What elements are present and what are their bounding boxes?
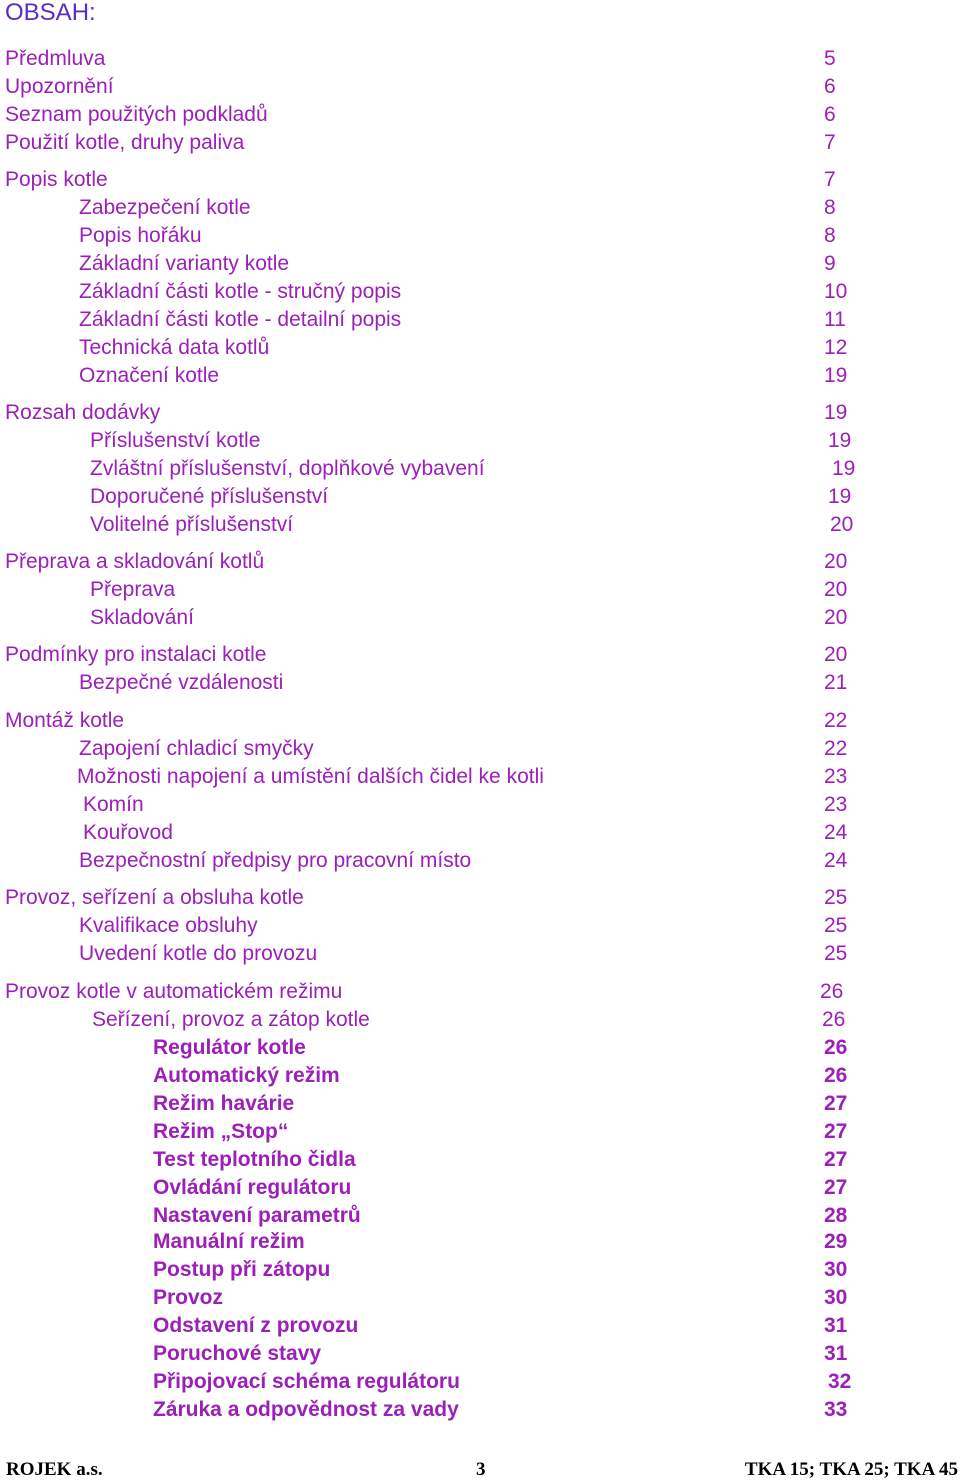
toc-entry-label: Provoz kotle v automatickém režimu	[5, 980, 343, 1003]
toc-entry	[0, 167, 960, 193]
toc-entry	[0, 223, 960, 249]
toc-entry-page: 26	[824, 1036, 848, 1059]
toc-entry-label: Přeprava a skladování kotlů	[5, 550, 265, 573]
toc-entry-page: 20	[824, 643, 848, 666]
toc-entry-page: 10	[824, 280, 848, 303]
toc-entry-page: 11	[824, 308, 846, 331]
toc-entry-page: 19	[828, 485, 852, 508]
toc-entry-page: 9	[824, 252, 836, 275]
toc-entry	[0, 1203, 960, 1229]
toc-entry-page: 27	[824, 1120, 848, 1143]
toc-entry-label: Provoz, seřízení a obsluha kotle	[5, 886, 304, 909]
toc-entry-page: 33	[824, 1398, 848, 1421]
toc-entry-page: 25	[824, 914, 848, 937]
toc-entry	[0, 549, 960, 575]
toc-entry-page: 12	[824, 336, 848, 359]
toc-entry	[0, 941, 960, 967]
toc-entry-label: Rozsah dodávky	[5, 401, 161, 424]
toc-entry-label: Příslušenství kotle	[90, 429, 261, 452]
toc-entry-page: 8	[824, 224, 836, 247]
toc-entry	[0, 1063, 960, 1089]
toc-entry	[0, 979, 960, 1005]
toc-entry-label: Režim havárie	[153, 1092, 295, 1115]
toc-entry-page: 23	[824, 793, 848, 816]
toc-entry-label: Doporučené příslušenství	[90, 485, 329, 508]
toc-entry	[0, 1369, 960, 1395]
toc-entry	[0, 251, 960, 277]
toc-entry-page: 20	[830, 513, 854, 536]
toc-entry	[0, 130, 960, 156]
toc-entry	[0, 1091, 960, 1117]
toc-entry-page: 31	[824, 1342, 848, 1365]
toc-entry-label: Regulátor kotle	[153, 1036, 306, 1059]
toc-entry-label: Test teplotního čidla	[153, 1148, 356, 1171]
toc-entry-page: 7	[824, 168, 836, 191]
toc-entry-label: Režim „Stop“	[153, 1120, 289, 1143]
toc-entry-page: 30	[824, 1286, 848, 1309]
toc-entry	[0, 913, 960, 939]
toc-entry-page: 25	[824, 942, 848, 965]
toc-entry-label: Záruka a odpovědnost za vady	[153, 1398, 459, 1421]
toc-entry	[0, 1119, 960, 1145]
toc-entry-label: Možnosti napojení a umístění dalších čidel ke kotli	[77, 765, 544, 788]
toc-entry-label: Zapojení chladicí smyčky	[79, 737, 314, 760]
toc-entry-page: 27	[824, 1092, 848, 1115]
toc-entry-label: Připojovací schéma regulátoru	[153, 1370, 460, 1393]
toc-entry-page: 20	[824, 550, 848, 573]
toc-entry	[0, 1285, 960, 1311]
page-footer	[0, 1458, 960, 1482]
toc-entry-label: Zabezpečení kotle	[79, 196, 251, 219]
toc-entry-page: 6	[824, 103, 836, 126]
toc-entry-page: 24	[824, 821, 848, 844]
toc-entry-page: 19	[832, 457, 856, 480]
toc-entry	[0, 1007, 960, 1033]
toc-entry-page: 7	[824, 131, 836, 154]
toc-entry-page: 19	[824, 401, 848, 424]
toc-entry-page: 20	[824, 606, 848, 629]
toc-entry-page: 8	[824, 196, 836, 219]
toc-entry-page: 26	[824, 1064, 848, 1087]
toc-entry	[0, 363, 960, 389]
toc-entry-label: Nastavení parametrů	[153, 1204, 361, 1227]
toc-entry	[0, 74, 960, 100]
toc-entry-label: Označení kotle	[79, 364, 220, 387]
toc-entry-label: Popis hořáku	[79, 224, 202, 247]
toc-entry	[0, 335, 960, 361]
toc-entry-page: 20	[824, 578, 848, 601]
toc-entry-label: Základní části kotle - detailní popis	[79, 308, 402, 331]
toc-entry	[0, 605, 960, 631]
toc-entry-page: 27	[824, 1148, 848, 1171]
toc-entry	[0, 820, 960, 846]
toc-entry	[0, 512, 960, 538]
toc-entry	[0, 279, 960, 305]
toc-entry	[0, 102, 960, 128]
toc-entry-label: Seznam použitých podkladů	[5, 103, 268, 126]
toc-entry-page: 6	[824, 75, 836, 98]
toc-entry-page: 22	[824, 709, 848, 732]
toc-entry	[0, 456, 960, 482]
toc-entry-page: 22	[824, 737, 848, 760]
toc-entry-label: Ovládání regulátoru	[153, 1176, 352, 1199]
toc-entry-label: Základní části kotle - stručný popis	[79, 280, 402, 303]
footer-company: ROJEK a.s.	[6, 1459, 103, 1480]
toc-entry-page: 23	[824, 765, 848, 788]
toc-entry	[0, 1229, 960, 1255]
toc-entry	[0, 708, 960, 734]
toc-entry-page: 24	[824, 849, 848, 872]
toc-entry-page: 30	[824, 1258, 848, 1281]
toc-entry-label: Bezpečné vzdálenosti	[79, 671, 284, 694]
toc-entry-label: Základní varianty kotle	[79, 252, 290, 275]
toc-entry-label: Zvláštní příslušenství, doplňkové vybavení	[90, 457, 485, 480]
toc-entry-label: Provoz	[153, 1286, 224, 1309]
toc-entry-label: Bezpečnostní předpisy pro pracovní místo	[79, 849, 472, 872]
toc-entry-label: Volitelné příslušenství	[90, 513, 294, 536]
toc-entry-page: 26	[820, 980, 844, 1003]
toc-entry-label: Podmínky pro instalaci kotle	[5, 643, 267, 666]
toc-entry	[0, 764, 960, 790]
toc-entry-page: 5	[824, 47, 836, 70]
toc-entry	[0, 307, 960, 333]
toc-entry-page: 19	[828, 429, 852, 452]
toc-entry-label: Skladování	[90, 606, 194, 629]
toc-entry	[0, 1175, 960, 1201]
toc-entry-label: Kouřovod	[83, 821, 173, 844]
toc-entry	[0, 577, 960, 603]
toc-entry-label: Předmluva	[5, 47, 106, 70]
toc-entry	[0, 1341, 960, 1367]
toc-entry-label: Montáž kotle	[5, 709, 125, 732]
footer-models: TKA 15; TKA 25; TKA 45	[744, 1459, 958, 1480]
toc-entry	[0, 428, 960, 454]
toc-entry	[0, 1397, 960, 1423]
toc-entry-label: Popis kotle	[5, 168, 108, 191]
toc-entry	[0, 400, 960, 426]
toc-entry-page: 29	[824, 1230, 848, 1253]
toc-entry-label: Upozornění	[5, 75, 114, 98]
toc-entry-label: Uvedení kotle do provozu	[79, 942, 318, 965]
toc-entry	[0, 1035, 960, 1061]
toc-entry-page: 19	[824, 364, 848, 387]
toc-entry-label: Poruchové stavy	[153, 1342, 322, 1365]
toc-entry	[0, 670, 960, 696]
toc-entry-page: 31	[824, 1314, 848, 1337]
toc-entry	[0, 885, 960, 911]
toc-entry-label: Automatický režim	[153, 1064, 340, 1087]
toc-entry-page: 26	[822, 1008, 846, 1031]
toc-entry-page: 25	[824, 886, 848, 909]
toc-entry-label: Komín	[83, 793, 144, 816]
toc-entry	[0, 642, 960, 668]
toc-entry	[0, 1313, 960, 1339]
toc-entry	[0, 1257, 960, 1283]
toc-entry-page: 27	[824, 1176, 848, 1199]
toc-entry-label: Postup při zátopu	[153, 1258, 331, 1281]
toc-entry	[0, 484, 960, 510]
toc-entry-label: Seřízení, provoz a zátop kotle	[92, 1008, 370, 1031]
footer-page-number: 3	[476, 1459, 486, 1480]
toc-entry-label: Manuální režim	[153, 1230, 305, 1253]
toc-entry-page: 21	[824, 671, 848, 694]
toc-entry	[0, 46, 960, 72]
toc-entry-label: Technická data kotlů	[79, 336, 270, 359]
toc-entry	[0, 736, 960, 762]
toc-entry	[0, 195, 960, 221]
toc-entry	[0, 848, 960, 874]
toc-entry-label: Použití kotle, druhy paliva	[5, 131, 245, 154]
toc-heading: OBSAH:	[5, 0, 96, 26]
toc-entry-label: Odstavení z provozu	[153, 1314, 359, 1337]
toc-entry-label: Kvalifikace obsluhy	[79, 914, 258, 937]
toc-entry-page: 28	[824, 1204, 848, 1227]
toc-entry	[0, 1147, 960, 1173]
toc-entry-label: Přeprava	[90, 578, 176, 601]
toc-entry	[0, 792, 960, 818]
toc-entry-page: 32	[828, 1370, 852, 1393]
